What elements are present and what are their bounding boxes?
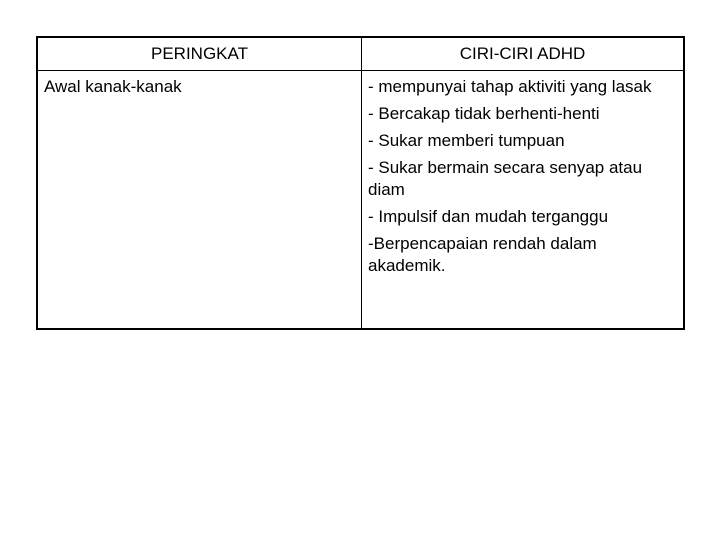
header-peringkat: PERINGKAT: [151, 44, 248, 63]
characteristic-item: - Sukar memberi tumpuan: [368, 131, 565, 150]
column-divider: [361, 38, 362, 328]
characteristic-item: - Impulsif dan mudah terganggu: [368, 207, 609, 226]
characteristics-cell: [368, 76, 658, 282]
characteristic-item: - mempunyai tahap aktiviti yang lasak: [368, 77, 652, 96]
characteristic-item: - Sukar bermain secara senyap atau diam: [368, 158, 643, 199]
characteristic-item: -Berpencapaian rendah dalam akademik.: [368, 234, 597, 275]
characteristic-item: - Bercakap tidak berhenti-henti: [368, 104, 600, 123]
header-ciri-ciri-adhd: CIRI-CIRI ADHD: [459, 44, 586, 63]
header-divider: [38, 70, 683, 71]
adhd-table: [36, 36, 685, 330]
stage-cell: Awal kanak-kanak: [44, 77, 182, 96]
